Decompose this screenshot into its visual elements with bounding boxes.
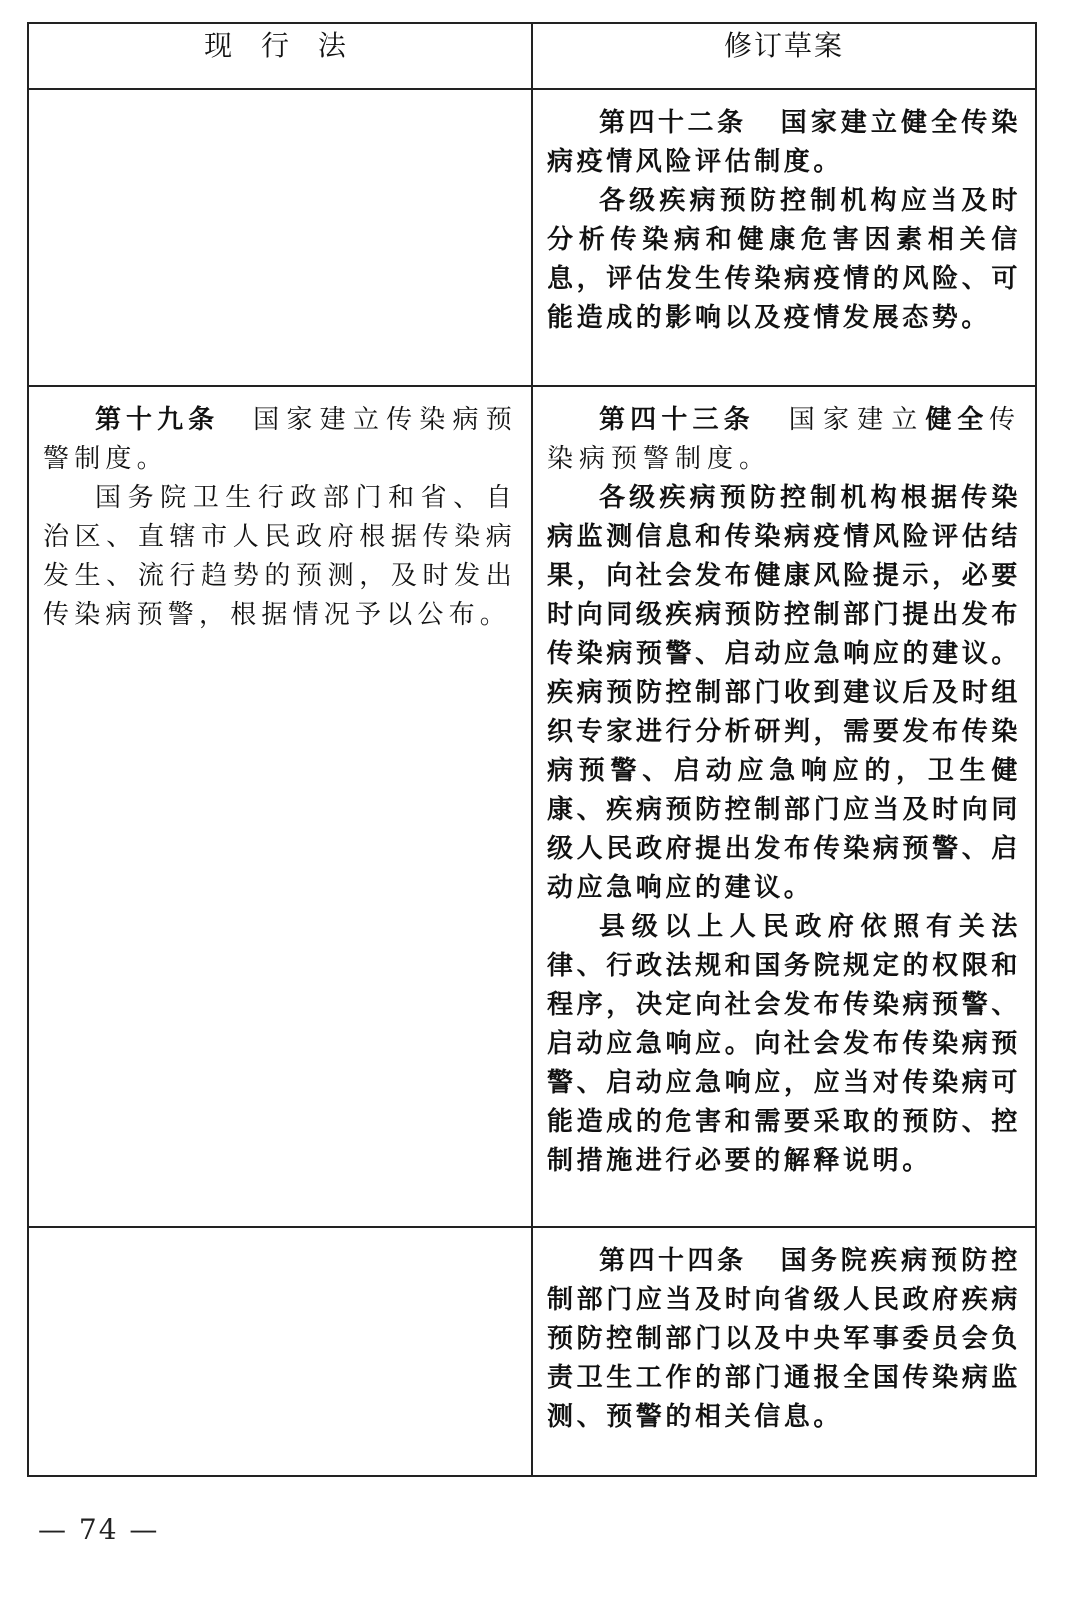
article-text-unchanged: 传染病预警制度。 <box>547 405 1021 474</box>
current-law-cell <box>28 1227 532 1476</box>
revised-draft-cell <box>532 386 1036 1227</box>
header-revised-draft: 修订草案 <box>532 23 1036 89</box>
table-header-row <box>28 23 1036 89</box>
table-row <box>28 89 1036 386</box>
header-current-law: 现 行 法 <box>28 23 532 89</box>
paragraph <box>547 401 1021 479</box>
article-number: 第四十三条 <box>599 405 755 435</box>
paragraph: 各级疾病预防控制机构根据传染病监测信息和传染病疫情风险评估结果，向社会发布健康风险提示，必要时向同级疾病预防控制部门提出发布传染病预警、启动应急响应的建议。疾病预防控制部门收到建议后及时组织专家进行分析研判，需要发布传染病预警、启动应急响应的，卫生健康、疾病预防控制部门应当及时向同级人民政府提出发布传染病预警、启动应急响应的建议。 <box>547 483 1021 903</box>
comparison-table <box>27 22 1037 1477</box>
paragraph: 县级以上人民政府依照有关法律、行政法规和国务院规定的权限和程序，决定向社会发布传染病预警、启动应急响应。向社会发布传染病预警、启动应急响应，应当对传染病可能造成的危害和需要采取的预防、控制措施进行必要的解释说明。 <box>547 912 1021 1176</box>
article-text: 国家建立健全传染病疫情风险评估制度。 <box>547 108 1021 177</box>
paragraph <box>43 401 517 479</box>
article-text-unchanged: 国家建立 <box>788 405 926 435</box>
table-row <box>28 1227 1036 1476</box>
table-row <box>28 386 1036 1227</box>
current-law-cell <box>28 386 532 1227</box>
paragraph <box>547 104 1021 182</box>
article-text-added: 健全 <box>925 405 989 435</box>
paragraph: 各级疾病预防控制机构应当及时分析传染病和健康危害因素相关信息，评估发生传染病疫情的风险、可能造成的影响以及疫情发展态势。 <box>547 186 1021 333</box>
article-text: 国家建立传染病预警制度。 <box>43 405 517 474</box>
article-text: 国务院疾病预防控制部门应当及时向省级人民政府疾病预防控制部门以及中央军事委员会负责卫生工作的部门通报全国传染病监测、预警的相关信息。 <box>547 1246 1021 1432</box>
article-number: 第十九条 <box>95 405 220 435</box>
article-number: 第四十二条 <box>599 108 747 138</box>
paragraph: 国务院卫生行政部门和省、自治区、直辖市人民政府根据传染病发生、流行趋势的预测，及时发出传染病预警，根据情况予以公布。 <box>43 483 517 630</box>
article-number: 第四十四条 <box>599 1246 747 1276</box>
revised-draft-cell <box>532 1227 1036 1476</box>
revised-draft-cell <box>532 89 1036 386</box>
paragraph <box>547 1242 1021 1437</box>
current-law-cell <box>28 89 532 386</box>
page-number: — 74 — <box>38 1513 160 1546</box>
